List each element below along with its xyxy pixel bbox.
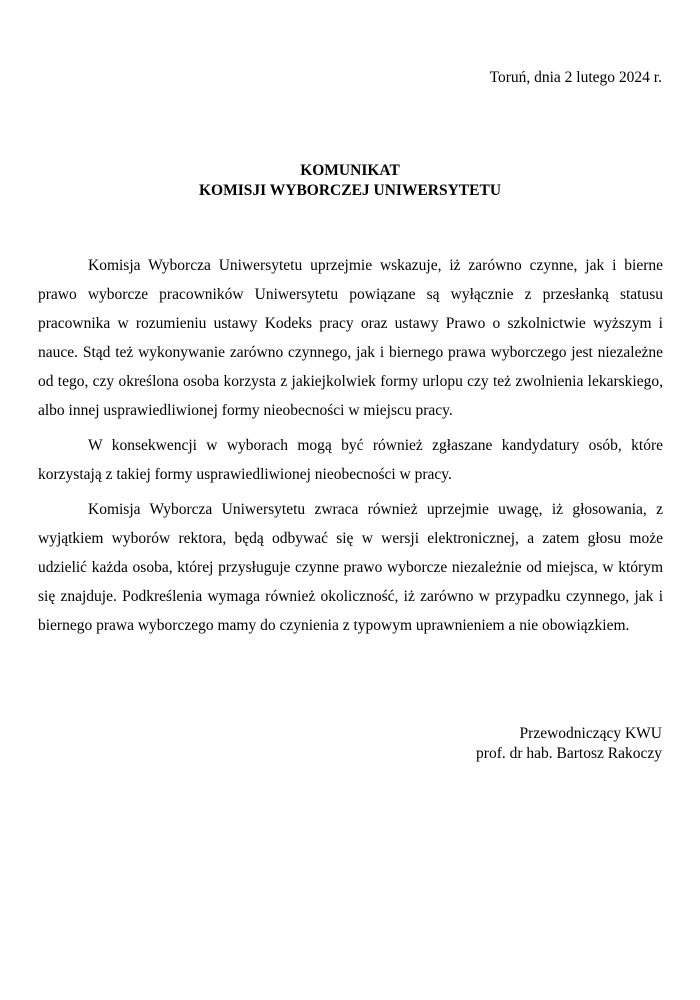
place-and-date: Toruń, dnia 2 lutego 2024 r. [489,69,662,86]
signature-role: Przewodniczący KWU [519,725,662,742]
heading-subtitle: KOMISJI WYBORCZEJ UNIWERSYTETU [198,182,502,199]
paragraph-2: W konsekwencji w wyborach mogą być również zgłaszane kandydatury osób, które korzystają z takiej formy usprawiedliwionej nieobecności w pracy. [38,437,663,483]
document-body [38,251,663,646]
signature-name: prof. dr hab. Bartosz Rakoczy [476,745,662,762]
heading-title: KOMUNIKAT [300,162,400,179]
paragraph-1: Komisja Wyborcza Uniwersytetu uprzejmie wskazuje, iż zarówno czynne, jak i bierne prawo wyborcze pracowników Uniwersytetu powiązane są wyłącznie z przesłanką statusu pracownika w rozumieniu ustawy Kodeks pracy oraz ustawy Prawo o szkolnictwie wyższym i nauce. Stąd też wykonywanie zarówno czynnego, jak i biernego prawa wyborczego jest niezależne od tego, czy określona osoba korzysta z jakiejkolwiek formy urlopu czy też zwolnienia lekarskiego, albo innej usprawiedliwionej formy nieobecności w miejscu pracy. [38,257,663,419]
signature-block [476,724,662,764]
document-heading [0,161,700,201]
paragraph-3: Komisja Wyborcza Uniwersytetu zwraca również uprzejmie uwagę, iż głosowania, z wyjątkiem wyborów rektora, będą odbywać się w wersji elektronicznej, a zatem głosu może udzielić każda osoba, której przysługuje czynne prawo wyborcze niezależnie od miejsca, w którym się znajduje. Podkreślenia wymaga również okoliczność, iż zarówno w przypadku czynnego, jak i biernego prawa wyborczego mamy do czynienia z typowym uprawnieniem a nie obowiązkiem. [38,501,663,634]
